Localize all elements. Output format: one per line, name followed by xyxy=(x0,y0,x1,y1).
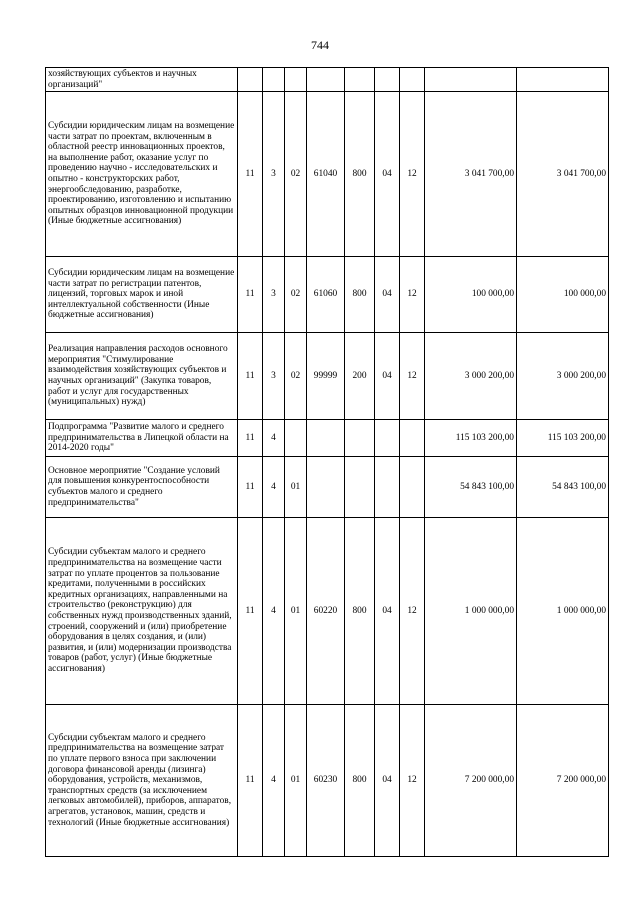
code-event: 02 xyxy=(285,333,307,420)
code-expense-type: 800 xyxy=(345,257,375,333)
code-direction: 61060 xyxy=(307,257,345,333)
code-expense-type xyxy=(345,420,375,457)
code-program: 11 xyxy=(238,705,263,857)
row-name: Основное мероприятие "Создание условий для повышения конкурентоспособности субъектов малого и среднего предпринимательства" xyxy=(46,457,238,518)
code-subprogram: 4 xyxy=(263,518,285,705)
code-expense-type: 200 xyxy=(345,333,375,420)
amount-second xyxy=(517,68,609,92)
amount-second: 54 843 100,00 xyxy=(517,457,609,518)
row-name: Реализация направления расходов основного мероприятия "Стимулирование взаимодействия хозяйствующих субъектов и научных организаций" (Закупка товаров, работ и услуг для государственных (муниципальных) нужд) xyxy=(46,333,238,420)
row-name: хозяйствующих субъектов и научных организаций" xyxy=(46,68,238,92)
code-expense-type xyxy=(345,68,375,92)
code-program: 11 xyxy=(238,518,263,705)
code-program xyxy=(238,68,263,92)
code-direction: 60220 xyxy=(307,518,345,705)
row-name: Подпрограмма "Развитие малого и среднего предпринимательства в Липецкой области на 2014-2020 годы" xyxy=(46,420,238,457)
code-section xyxy=(375,420,400,457)
code-subsection: 12 xyxy=(400,257,425,333)
code-program: 11 xyxy=(238,457,263,518)
code-section xyxy=(375,457,400,518)
code-subprogram: 3 xyxy=(263,92,285,257)
amount-first: 54 843 100,00 xyxy=(425,457,517,518)
row-name: Субсидии субъектам малого и среднего предпринимательства на возмещение затрат по уплате первого взноса при заключении договора финансовой аренды (лизинга) оборудования, устройств, механизмов, транспортных средств (за исключением легковых автомобилей), приборов, аппаратов, агрегатов, установок, машин, средств и технологий (Иные бюджетные ассигнования) xyxy=(46,705,238,857)
amount-first: 3 041 700,00 xyxy=(425,92,517,257)
code-expense-type: 800 xyxy=(345,92,375,257)
code-direction: 60230 xyxy=(307,705,345,857)
row-name: Субсидии юридическим лицам на возмещение части затрат по проектам, включенным в областной реестр инновационных проектов, на выполнение работ, оказание услуг по проведению научно - исследовательских и опытно - конструкторских работ, энергообследованию, разработке, проектированию, изготовлению и испытанию опытных образцов инновационной продукции (Иные бюджетные ассигнования) xyxy=(46,92,238,257)
code-subsection xyxy=(400,68,425,92)
code-expense-type: 800 xyxy=(345,518,375,705)
code-expense-type xyxy=(345,457,375,518)
code-program: 11 xyxy=(238,420,263,457)
code-subsection xyxy=(400,420,425,457)
budget-table xyxy=(45,67,609,857)
code-section xyxy=(375,68,400,92)
code-event: 01 xyxy=(285,457,307,518)
code-program: 11 xyxy=(238,257,263,333)
code-direction xyxy=(307,68,345,92)
table-row xyxy=(46,333,609,420)
table-row xyxy=(46,705,609,857)
code-subsection: 12 xyxy=(400,518,425,705)
code-section: 04 xyxy=(375,257,400,333)
table-row xyxy=(46,92,609,257)
amount-first: 115 103 200,00 xyxy=(425,420,517,457)
amount-second: 3 041 700,00 xyxy=(517,92,609,257)
code-expense-type: 800 xyxy=(345,705,375,857)
code-subsection: 12 xyxy=(400,92,425,257)
amount-first: 3 000 200,00 xyxy=(425,333,517,420)
code-event xyxy=(285,420,307,457)
code-subsection xyxy=(400,457,425,518)
code-event: 02 xyxy=(285,257,307,333)
table-row xyxy=(46,257,609,333)
code-section: 04 xyxy=(375,92,400,257)
code-event: 02 xyxy=(285,92,307,257)
amount-second: 115 103 200,00 xyxy=(517,420,609,457)
amount-second: 1 000 000,00 xyxy=(517,518,609,705)
code-direction: 99999 xyxy=(307,333,345,420)
code-direction: 61040 xyxy=(307,92,345,257)
code-event xyxy=(285,68,307,92)
table-row xyxy=(46,420,609,457)
code-subsection: 12 xyxy=(400,333,425,420)
page-number: 744 xyxy=(311,38,329,52)
code-subprogram: 4 xyxy=(263,705,285,857)
code-subprogram: 3 xyxy=(263,333,285,420)
code-subprogram: 4 xyxy=(263,420,285,457)
code-program: 11 xyxy=(238,333,263,420)
row-name: Субсидии субъектам малого и среднего предпринимательства на возмещение части затрат по уплате процентов за пользование кредитами, полученными в российских кредитных организациях, направленными на строительство (реконструкцию) для собственных нужд производственных зданий, строений, сооружений и (или) приобретение оборудования в целях создания, и (или) развития, и (или) модернизации производства товаров (работ, услуг) (Иные бюджетные ассигнования) xyxy=(46,518,238,705)
code-direction xyxy=(307,457,345,518)
code-subprogram: 4 xyxy=(263,457,285,518)
code-event: 01 xyxy=(285,705,307,857)
amount-first: 100 000,00 xyxy=(425,257,517,333)
table-row xyxy=(46,457,609,518)
row-name: Субсидии юридическим лицам на возмещение части затрат по регистрации патентов, лицензий, торговых марок и иной интеллектуальной собственности (Иные бюджетные ассигнования) xyxy=(46,257,238,333)
code-subprogram xyxy=(263,68,285,92)
code-subprogram: 3 xyxy=(263,257,285,333)
amount-second: 7 200 000,00 xyxy=(517,705,609,857)
code-program: 11 xyxy=(238,92,263,257)
code-section: 04 xyxy=(375,705,400,857)
code-direction xyxy=(307,420,345,457)
code-subsection: 12 xyxy=(400,705,425,857)
amount-first: 7 200 000,00 xyxy=(425,705,517,857)
code-event: 01 xyxy=(285,518,307,705)
amount-first: 1 000 000,00 xyxy=(425,518,517,705)
code-section: 04 xyxy=(375,518,400,705)
table-row xyxy=(46,518,609,705)
amount-second: 3 000 200,00 xyxy=(517,333,609,420)
table-row xyxy=(46,68,609,92)
code-section: 04 xyxy=(375,333,400,420)
amount-second: 100 000,00 xyxy=(517,257,609,333)
amount-first xyxy=(425,68,517,92)
